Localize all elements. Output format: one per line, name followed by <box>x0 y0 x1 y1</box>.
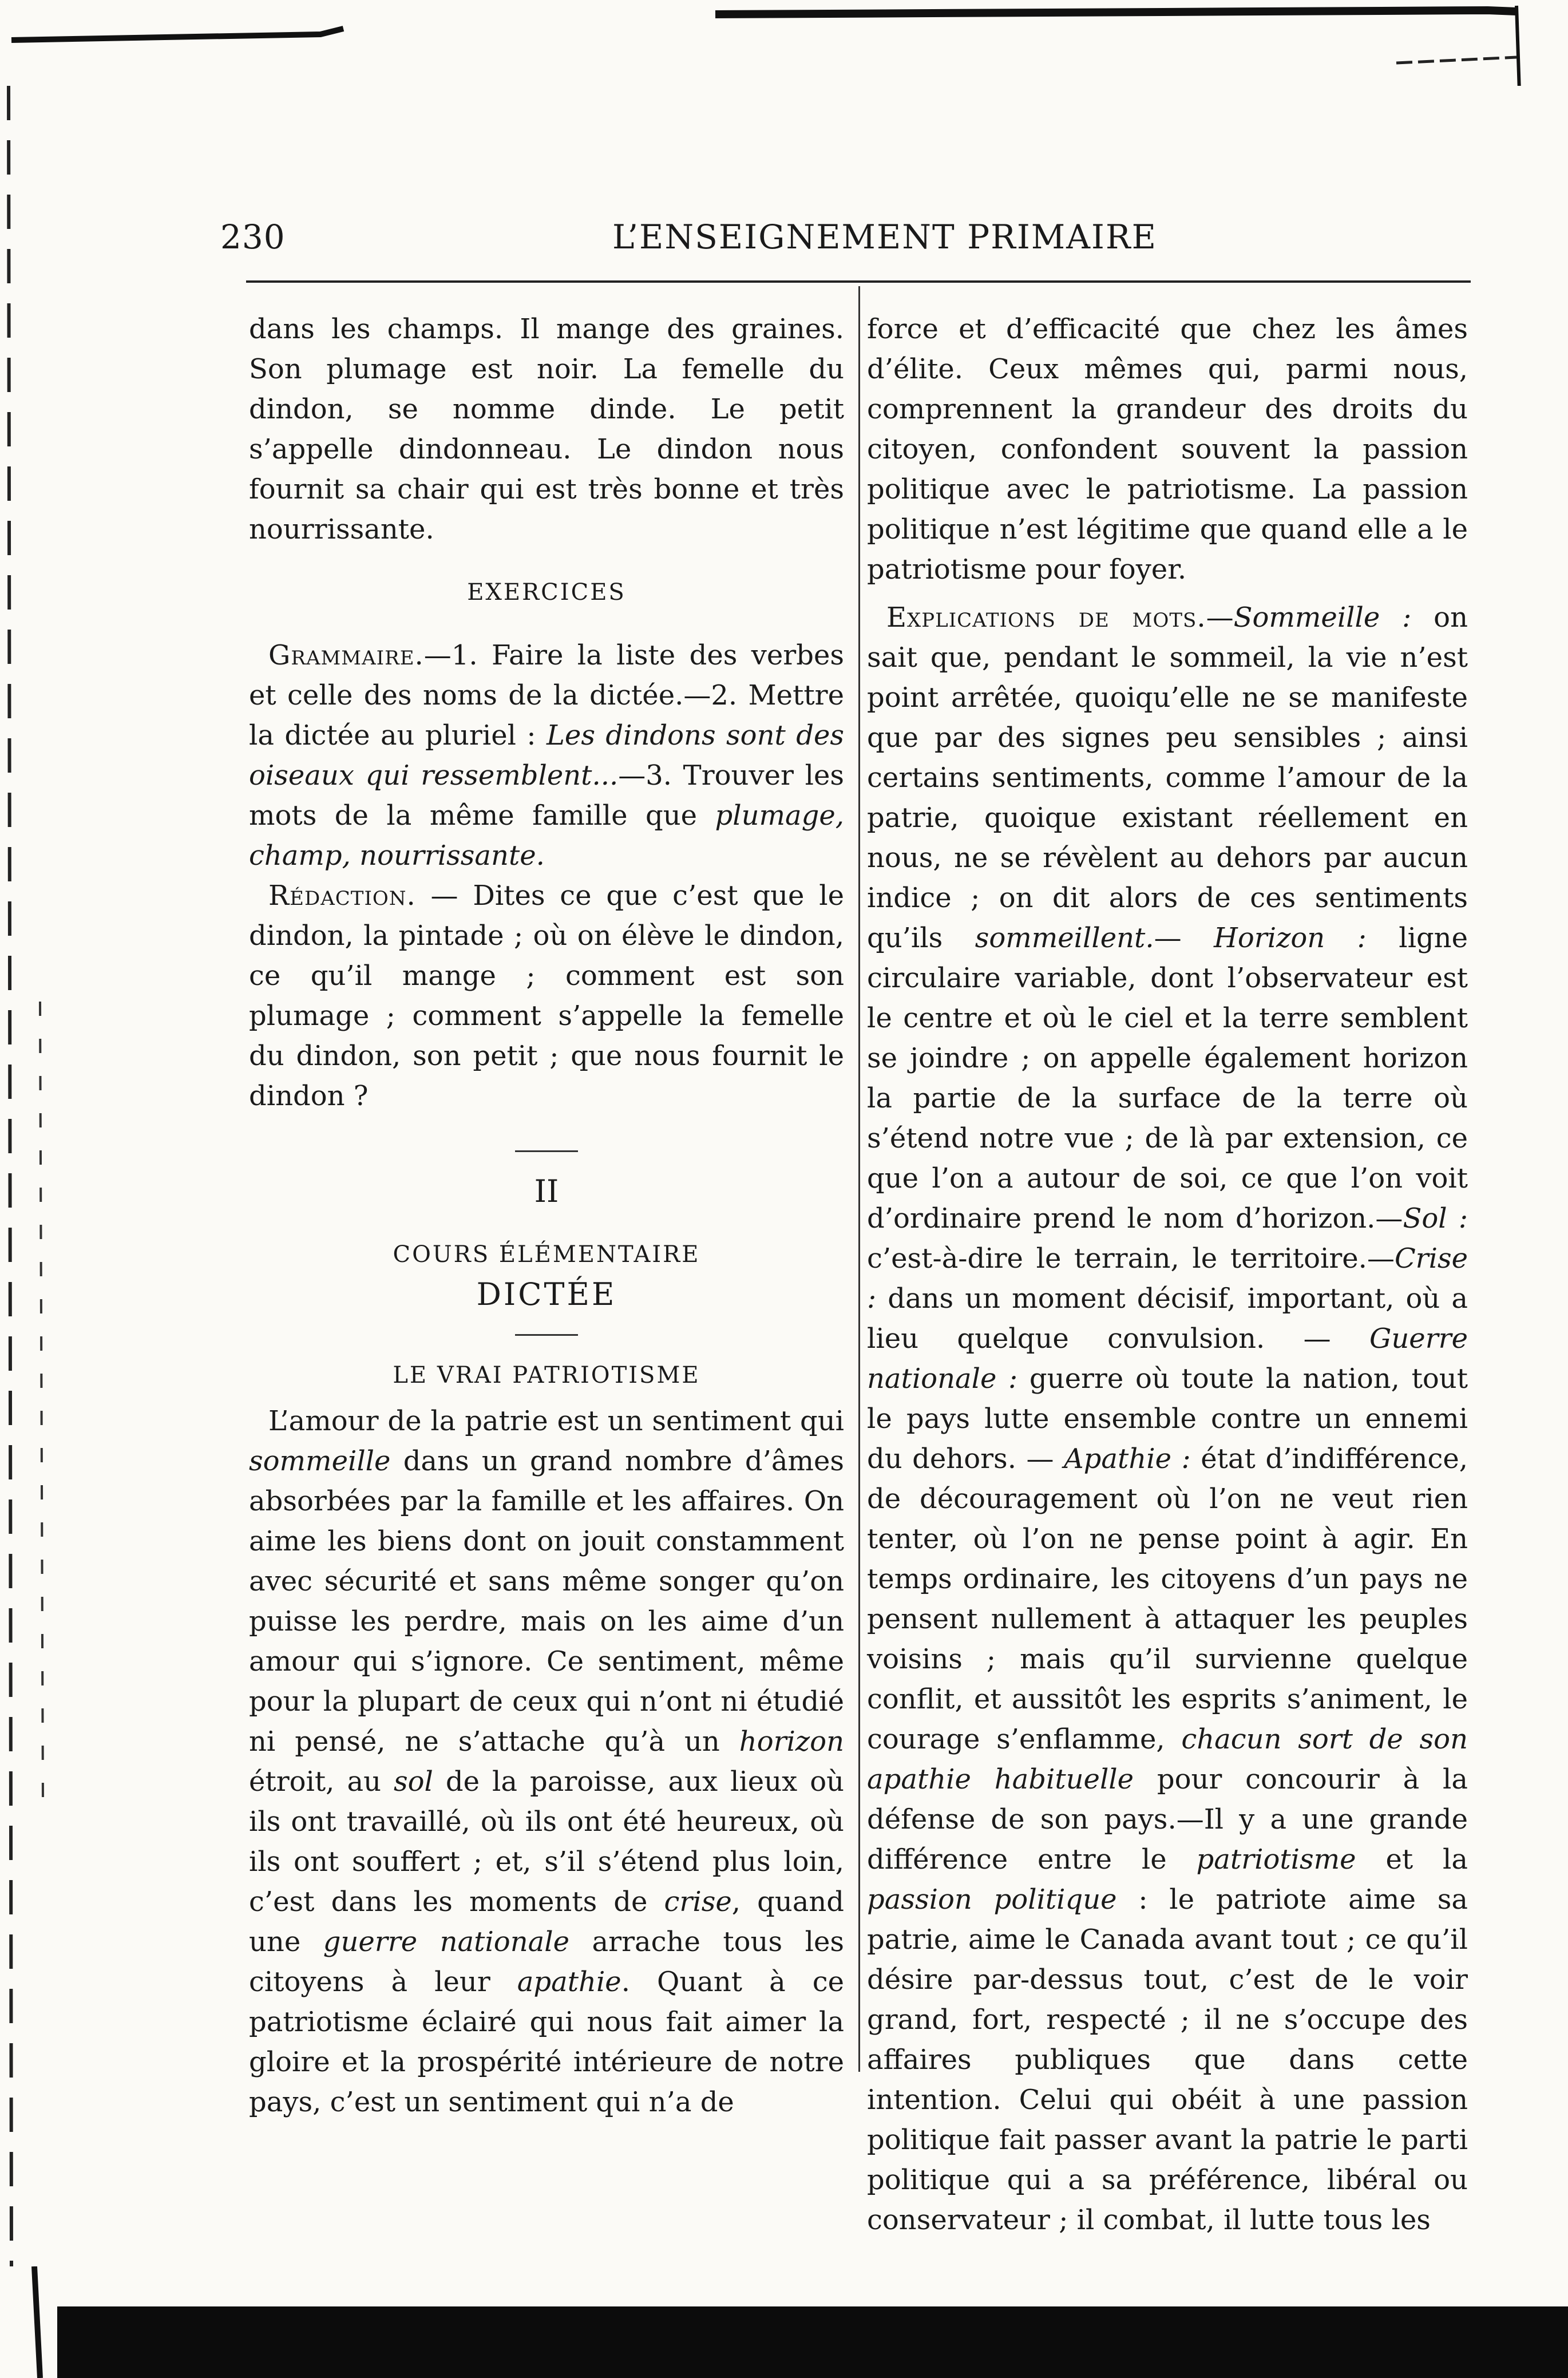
redaction-label: Rédaction. <box>268 880 416 912</box>
section-separator <box>515 1150 578 1152</box>
left-column <box>249 309 844 2122</box>
continuation-paragraph: force et d’efficacité que chez les âmes d’élite. Ceux mêmes qui, parmi nous, comprennent la grandeur des droits du citoyen, confondent souvent la passion politique avec le patriotisme. La passion politique n’est légitime que quand elle a le patriotisme pour foyer. <box>867 313 1468 585</box>
redaction-exercise: Rédaction. — Dites ce que c’est que le dindon, la pintade ; où on élève le dindon, ce qu’il mange ; comment est son plumage ; comment s’appelle la femelle du dindon, son petit ; que nous fournit le dindon ? <box>249 880 844 1112</box>
section-numeral: II <box>534 1173 559 1209</box>
dictee-text: L’amour de la patrie est un sentiment qui sommeille dans un grand nombre d’âmes absorbées par la famille et les affaires. On aime les biens dont on jouit constamment avec sécurité et sans même songer qu’on puisse les perdre, mais on les aime d’un amour qui s’ignore. Ce sentiment, même pour la plupart de ceux qui n’ont ni étudié ni pensé, ne s’attache qu’à un horizon étroit, au sol de la paroisse, aux lieux où ils ont travaillé, où ils ont été heureux, où ils ont souffert ; et, s’il s’étend plus loin, c’est dans les moments de crise, quand une guerre nationale arrache tous les citoyens à leur apathie. Quant à ce patriotisme éclairé qui nous fait aimer la gloire et la prospérité intérieure de notre pays, c’est un sentiment qui n’a de <box>249 1405 845 2118</box>
scan-left-edge <box>0 86 69 2266</box>
scan-bottom-edge <box>0 2266 1568 2378</box>
grammaire-label: Grammaire. <box>268 639 424 671</box>
dictee-separator <box>515 1334 578 1336</box>
scan-top-edge <box>0 0 1568 86</box>
grammaire-exercise: Grammaire.—1. Faire la liste des verbes et celle des noms de la dictée.—2. Mettre la dictée au pluriel : Les dindons sont des oiseaux qui ressemblent...—3. Trouver les mots de la même famille que plumage, champ, nourrissante. <box>249 639 844 872</box>
header-rule <box>246 280 1471 283</box>
exercices-heading: EXERCICES <box>467 579 626 606</box>
running-title: L’ENSEIGNEMENT PRIMAIRE <box>612 217 1157 256</box>
page-number: 230 <box>220 217 286 256</box>
course-heading: COURS ÉLÉMENTAIRE <box>393 1241 700 1268</box>
dictee-heading: DICTÉE <box>476 1276 617 1312</box>
column-divider <box>858 286 860 2072</box>
dindon-paragraph: dans les champs. Il mange des graines. Son plumage est noir. La femelle du dindon, se nomme dinde. Le petit s’appelle dindonneau. Le dindon nous fournit sa chair qui est très bonne et très nourrissante. <box>249 313 844 545</box>
dictee-title: LE VRAI PATRIOTISME <box>393 1362 700 1388</box>
explications-paragraph: Explications de mots.—Sommeille : on sait que, pendant le sommeil, la vie n’est point arrêtée, quoiqu’elle ne se manifeste que par des signes peu sensibles ; ainsi certains sentiments, comme l’amour de la patrie, quoique existant réellement en nous, ne se révèlent au dehors par aucun indice ; on dit alors de ces sentiments qu’ils sommeillent.— Horizon : ligne circulaire variable, dont l’observateur est le centre et où le ciel et la terre semblent se joindre ; on appelle également horizon la partie de la surface de la terre où s’étend notre vue ; de là par extension, ce que l’on a autour de soi, ce que l’on voit d’ordinaire prend le nom d’horizon.—Sol : c’est-à-dire le terrain, le territoire.—Crise : dans un moment décisif, important, où a lieu quelque convulsion. — Guerre nationale : guerre où toute la nation, tout le pays lutte ensemble contre un ennemi du dehors. — Apathie : état d’indifférence, de découragement où l’on ne veut rien tenter, où l’on ne pense point à agir. En temps ordinaire, les citoyens d’un pays ne pensent nullement à attaquer les peuples voisins ; mais qu’il survienne quelque conflit, et aussitôt les esprits s’animent, le courage s’enflamme, chacun sort de son apathie habituelle pour concourir à la défense de son pays.—Il y a une grande différence entre le patriotisme et la passion politique : le patriote aime sa patrie, aime le Canada avant tout ; ce qu’il désire par-dessus tout, c’est de le voir grand, fort, respecté ; il ne s’occupe des affaires publiques que dans cette intention. Celui qui obéit à une passion politique fait passer avant la patrie le parti politique qui a sa préférence, libéral ou conservateur ; il combat, il lutte tous les <box>867 602 1468 2236</box>
explications-label: Explications de mots. <box>886 602 1206 634</box>
right-column <box>867 309 1468 2240</box>
